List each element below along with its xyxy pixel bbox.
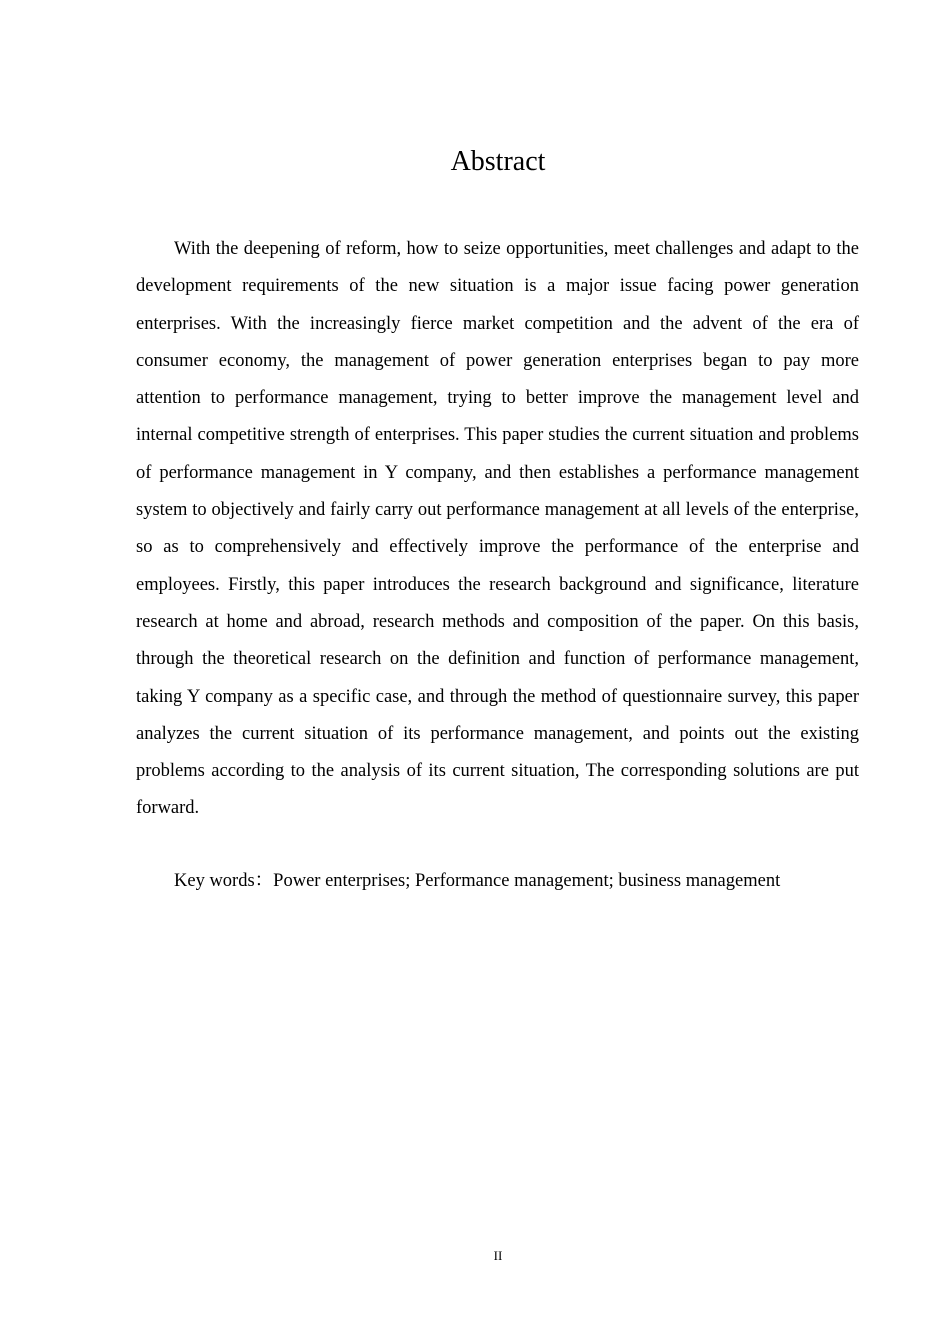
page-number: II xyxy=(493,1248,503,1263)
abstract-paragraph: With the deepening of reform, how to seize opportunities, meet challenges and adapt to the development requirements of the new situation is a major issue facing power generation enterprises. With the increasingly fierce market competition and the advent of the era of consumer economy, the management of power generation enterprises began to pay more attention to performance management, trying to better improve the management level and internal competitive strength of enterprises. This paper studies the current situation and problems of performance management in Y company, and then establishes a performance management system to objectively and fairly carry out performance management at all levels of the enterprise, so as to comprehensively and effectively improve the performance of the enterprise and employees. Firstly, this paper introduces the research background and significance, literature research at home and abroad, research methods and composition of the paper. On this basis, through the theoretical research on the definition and function of performance management, taking Y company as a specific case, and through the method of questionnaire survey, this paper analyzes the current situation of its performance management, and points out the existing problems according to the analysis of its current situation, The corresponding solutions are put forward. xyxy=(136,239,859,819)
page-title: Abstract xyxy=(450,146,546,177)
keywords-label: Key words： xyxy=(174,871,274,891)
keywords-list: Power enterprises; Performance management; business management xyxy=(273,871,781,891)
keywords-line xyxy=(174,863,780,899)
